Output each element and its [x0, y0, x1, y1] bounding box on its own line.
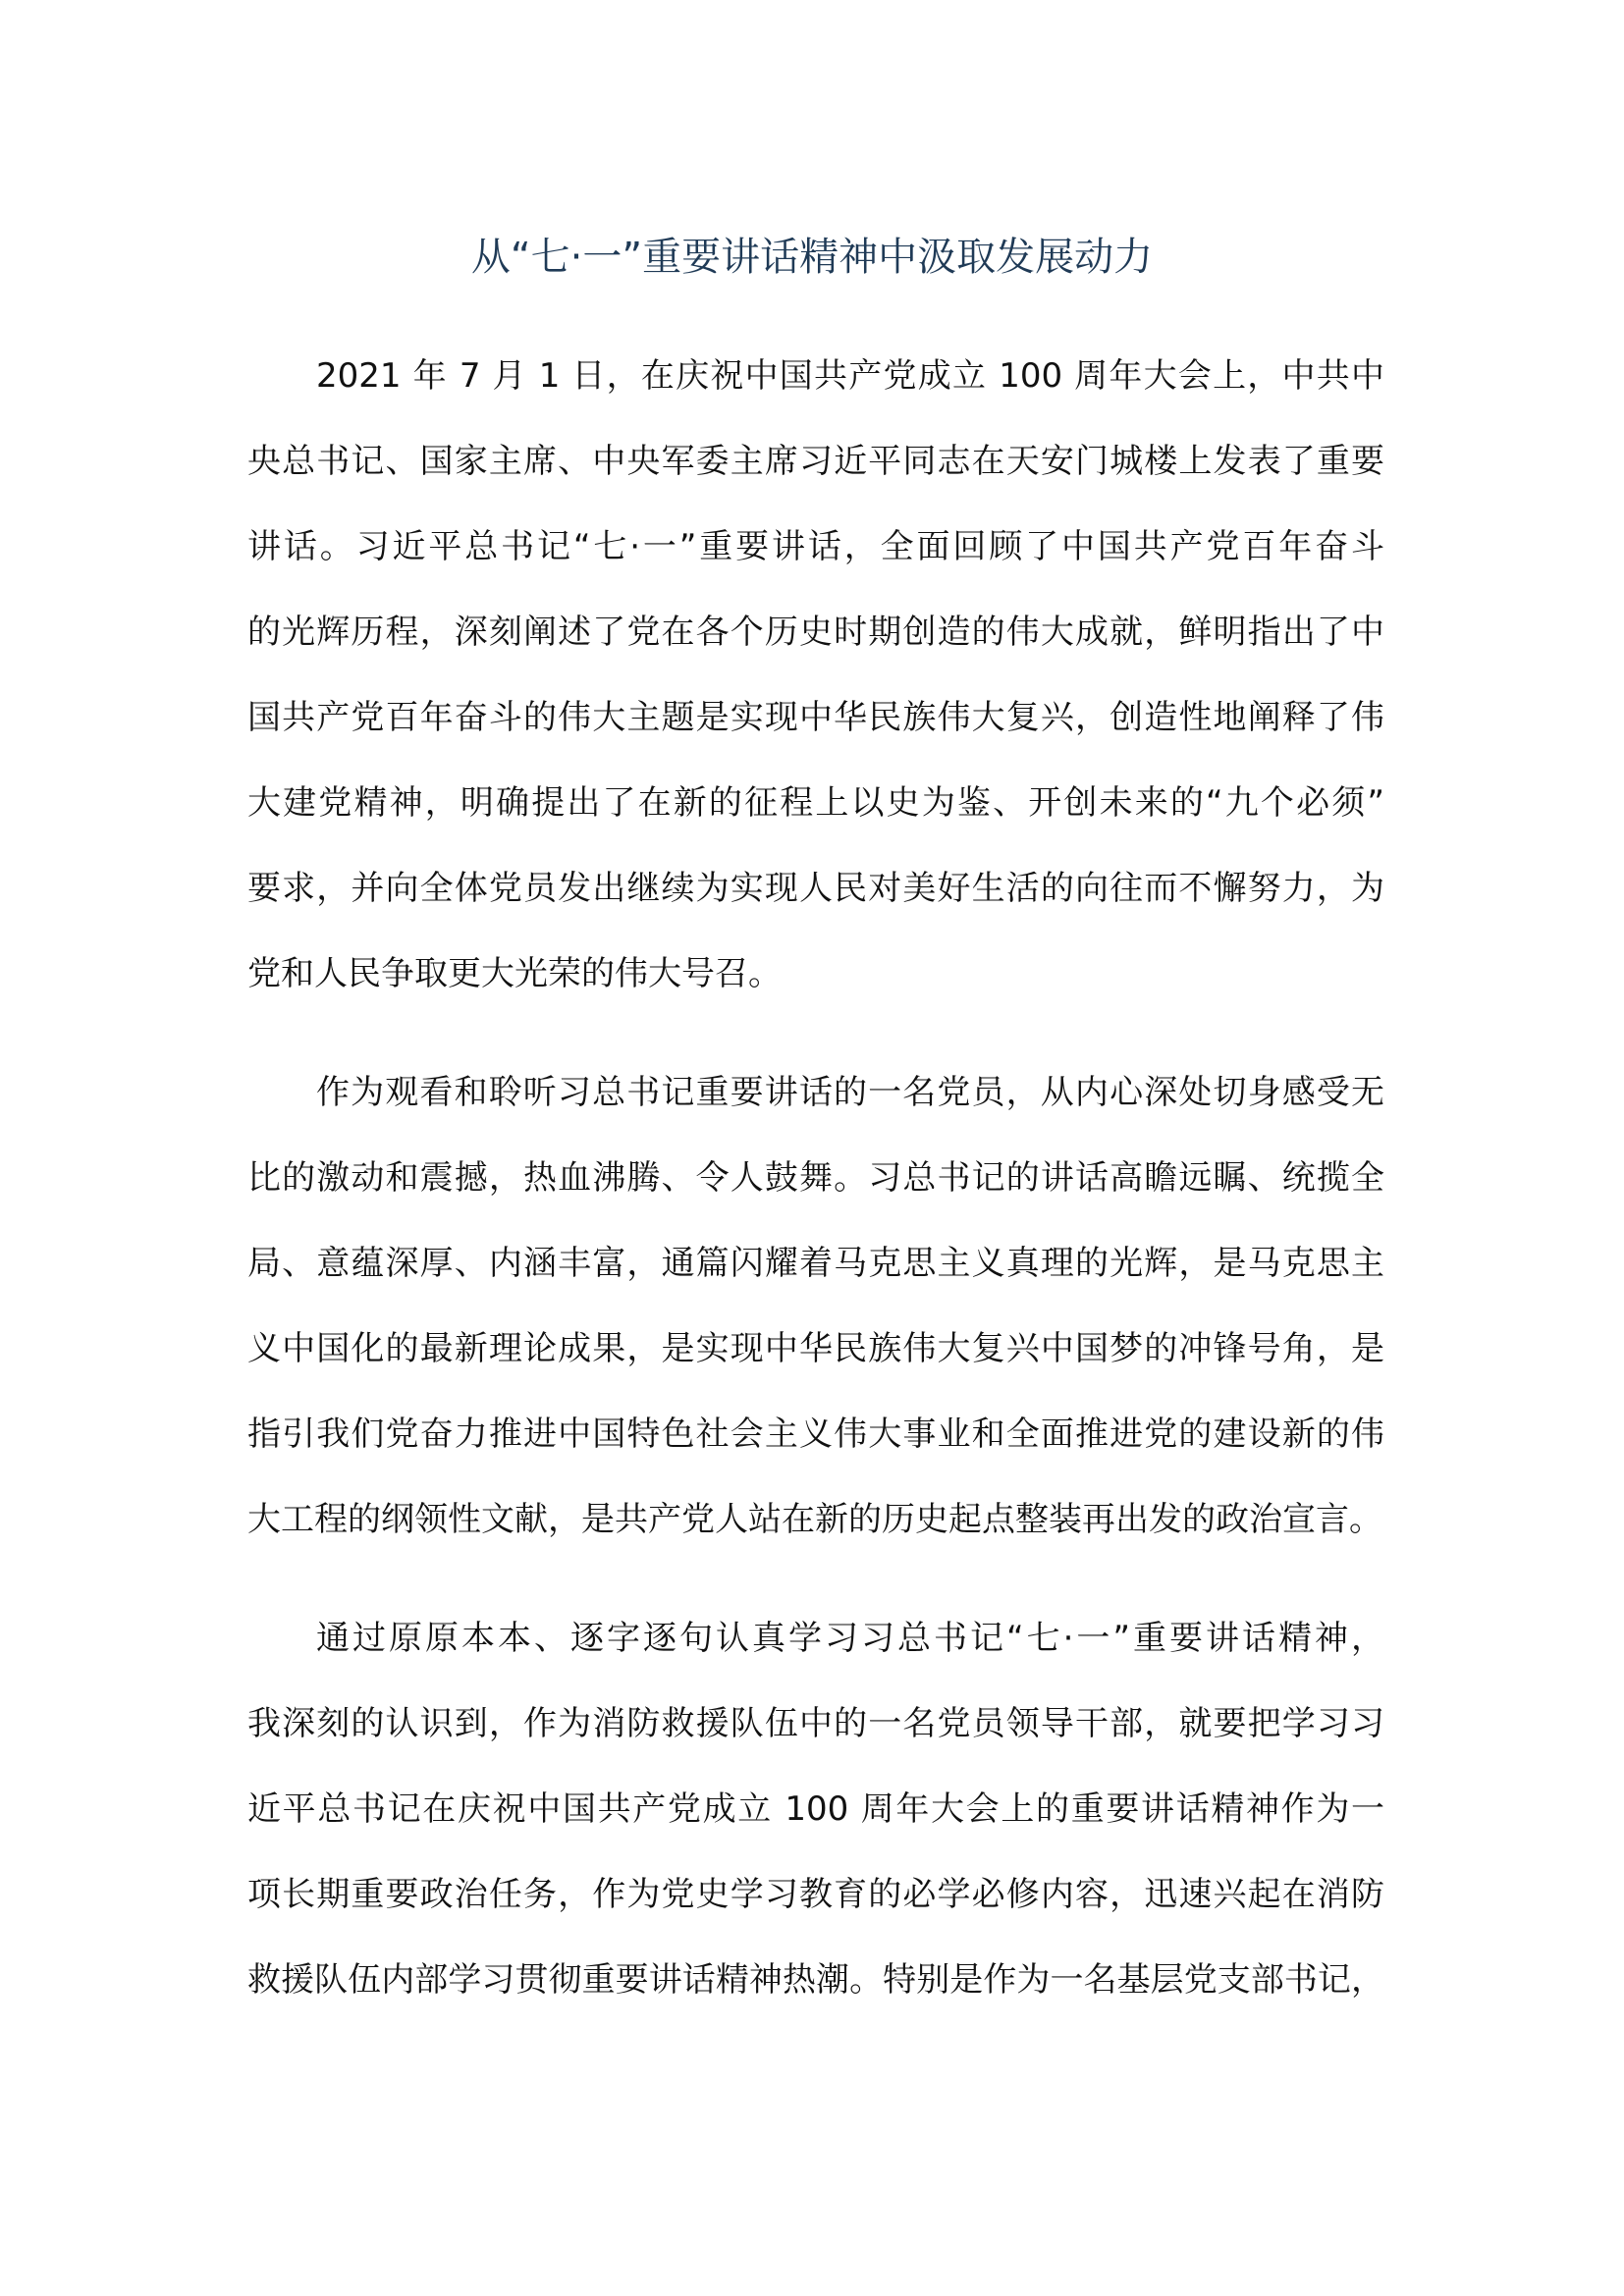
text-line: 近平总书记在庆祝中国共产党成立 100 周年大会上的重要讲话精神作为一	[247, 1789, 1384, 1829]
document-body	[247, 334, 1384, 2056]
text-line: 的光辉历程，深刻阐述了党在各个历史时期创造的伟大成就，鲜明指出了中	[247, 613, 1384, 652]
text-line: 比的激动和震撼，热血沸腾、令人鼓舞。习总书记的讲话高瞻远瞩、统揽全	[247, 1158, 1384, 1198]
paragraph	[247, 1596, 1384, 2023]
text-line: 项长期重要政治任务，作为党史学习教育的必学必修内容，迅速兴起在消防	[247, 1875, 1384, 1914]
paragraph	[247, 334, 1384, 1017]
text-line: 讲话。习近平总书记“七·一”重要讲话，全面回顾了中国共产党百年奋斗	[247, 527, 1384, 566]
document-title: 从“七·一”重要讲话精神中汲取发展动力	[470, 235, 1154, 280]
text-line: 要求，并向全体党员发出继续为实现人民对美好生活的向往而不懈努力，为	[247, 869, 1384, 908]
text-line: 大工程的纲领性文献，是共产党人站在新的历史起点整装再出发的政治宣言。	[247, 1500, 1382, 1539]
text-line: 2021 年 7 月 1 日，在庆祝中国共产党成立 100 周年大会上，中共中	[316, 356, 1384, 396]
text-line: 指引我们党奋力推进中国特色社会主义伟大事业和全面推进党的建设新的伟	[247, 1415, 1384, 1454]
text-line: 局、意蕴深厚、内涵丰富，通篇闪耀着马克思主义真理的光辉，是马克思主	[247, 1244, 1384, 1283]
text-line: 国共产党百年奋斗的伟大主题是实现中华民族伟大复兴，创造性地阐释了伟	[247, 698, 1384, 737]
text-line: 我深刻的认识到，作为消防救援队伍中的一名党员领导干部，就要把学习习	[247, 1704, 1384, 1743]
text-line: 大建党精神，明确提出了在新的征程上以史为鉴、开创未来的“九个必须”	[247, 783, 1384, 823]
text-line: 作为观看和聆听习总书记重要讲话的一名党员，从内心深处切身感受无	[316, 1073, 1384, 1112]
paragraph	[247, 1050, 1384, 1563]
text-line: 救援队伍内部学习贯彻重要讲话精神热潮。特别是作为一名基层党支部书记，	[247, 1960, 1384, 2000]
text-line: 义中国化的最新理论成果，是实现中华民族伟大复兴中国梦的冲锋号角，是	[247, 1329, 1384, 1368]
text-line: 通过原原本本、逐字逐句认真学习习总书记“七·一”重要讲话精神，	[316, 1619, 1384, 1658]
text-line: 央总书记、国家主席、中央军委主席习近平同志在天安门城楼上发表了重要	[247, 442, 1384, 481]
text-line: 党和人民争取更大光荣的伟大号召。	[247, 954, 782, 993]
